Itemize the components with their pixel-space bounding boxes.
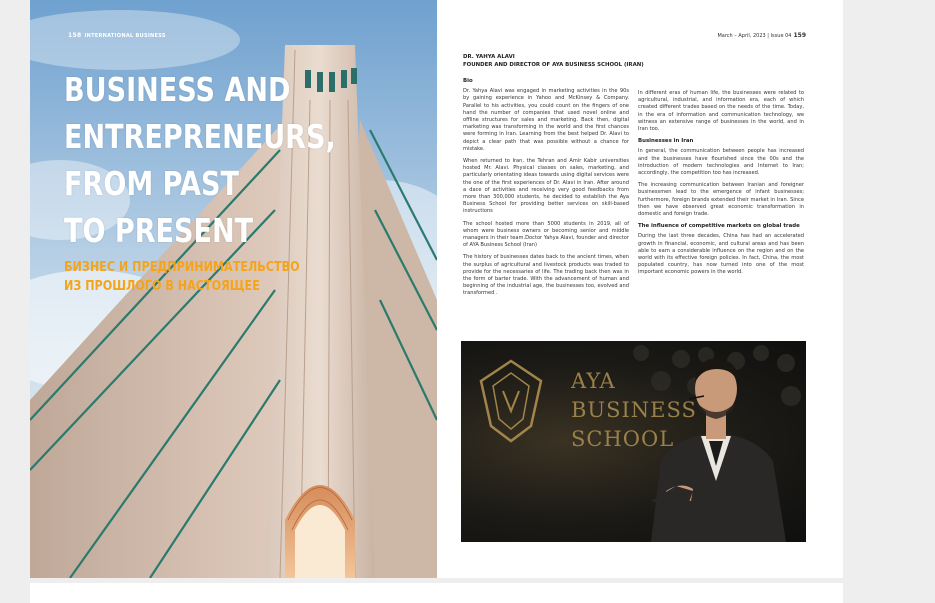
aya-brand-text [571, 367, 697, 454]
aya-emblem-icon [481, 361, 541, 441]
brand-line: BUSINESS [571, 398, 697, 422]
brand-line: AYA [571, 369, 616, 393]
text-column-1 [463, 78, 629, 303]
left-section-label: INTERNATIONAL BUSINESS [84, 33, 166, 39]
headline-line: FROM PAST [64, 164, 239, 203]
headline-line: BUSINESS AND [64, 70, 291, 109]
paragraph: When returned to Iran, the Tehran and Amir Kabir universities hosted Mr. Alavi. Physical classes on sales, marketing, and particularly orientating ideas towards using digital services were the one of the first experiences of Dr. Alavi in Iran. After around a dace of activities and receiving very good feedbacks from more than 300,000 students, he decided to establish the Aya Business School for providing better services on skill-based instructions [463, 158, 629, 215]
headline-line: TO PRESENT [64, 211, 254, 250]
left-page-number: 158 [68, 32, 82, 39]
subhead-line: ИЗ ПРОШЛОГО В НАСТОЯЩЕЕ [64, 279, 260, 294]
paragraph: The school hosted more than 5000 students in 2019, all of whom were business owners or becoming senior and middle managers in their team.Doctor Yahya Alavi, founder and director of AYA Business School (Iran) [463, 220, 629, 249]
right-page [437, 0, 843, 578]
paragraph: The history of businesses dates back to the ancient times, when the surplus of agricultural and livestock products was traded to provide for the necessaries of life. The trading back then was in the form of barter trade. With the advancement of human and beginning of the industrial age, the businesses too, evolved and transformed . [463, 254, 629, 297]
right-folio [717, 32, 806, 39]
article-headline [64, 66, 394, 254]
author-block [463, 53, 644, 69]
author-name: DR. YAHYA ALAVI [463, 54, 515, 60]
text-column-2 [638, 90, 804, 282]
paragraph: Dr. Yahya Alavi was engaged in marketing activities in the 90s by gaining experience in Yahoo and McKinsey & Company. Parallel to his activities, you could count on the fingers of one hand the number of companies that used novel online and offline structures for sales and marketing. Back then, digital marketing was transforming in the world and the first chances were forming in Iran. Learning from the best helped Dr. Alavi to depict a clear path that was possible without a chance for mistake. [463, 88, 629, 152]
paragraph: During the last three decades, China has had an accelerated growth in financial, economic, and cultural areas and has been able to earn a considerable influence on the region and on the world with its effective foreign policies. In fact, China, the most populated country, has now turned into one of the most important economic powers in the world. [638, 233, 804, 276]
next-page-edge [30, 583, 843, 603]
brand-line: SCHOOL [571, 427, 675, 451]
paragraph: The increasing communication between Iranian and foreigner businessmen lead to the emergence of infant businesses; furthermore, foreign brands extended their market in Iran. Since then we have observed great economic transformation in domestic and foreign trade. [638, 182, 804, 218]
magazine-spread [30, 0, 843, 578]
section-heading: Businesses in Iran [638, 138, 694, 145]
left-page [30, 0, 437, 578]
speaker-photo [461, 341, 806, 542]
issue-date: March – April, 2023 | Issue 04 [717, 33, 792, 39]
section-heading: The influence of competitive markets on global trade [638, 223, 800, 230]
paragraph: In general, the communication between people has increased and the businesses have flourished since the 00s and the introduction of modern technologies and Internet to Iran; accordingly, the competition too has increased. [638, 148, 804, 177]
subhead-line: БИЗНЕС И ПРЕДПРИНИМАТЕЛЬСТВО [64, 260, 300, 275]
left-folio [68, 32, 166, 39]
section-heading: Bio [463, 78, 473, 84]
russian-subhead [64, 258, 324, 296]
paragraph: In different eras of human life, the businesses were related to agricultural, industrial, and information era, each of which created different trades based on the needs of the time. Today, in the era of information and communication technology, we witness an extensive range of businesses in the world, and in Iran too. [638, 90, 804, 133]
right-page-number: 159 [793, 32, 806, 39]
author-title: FOUNDER AND DIRECTOR OF AYA BUSINESS SCHOOL (IRAN) [463, 62, 644, 68]
headline-line: ENTREPRENEURS, [64, 117, 336, 156]
